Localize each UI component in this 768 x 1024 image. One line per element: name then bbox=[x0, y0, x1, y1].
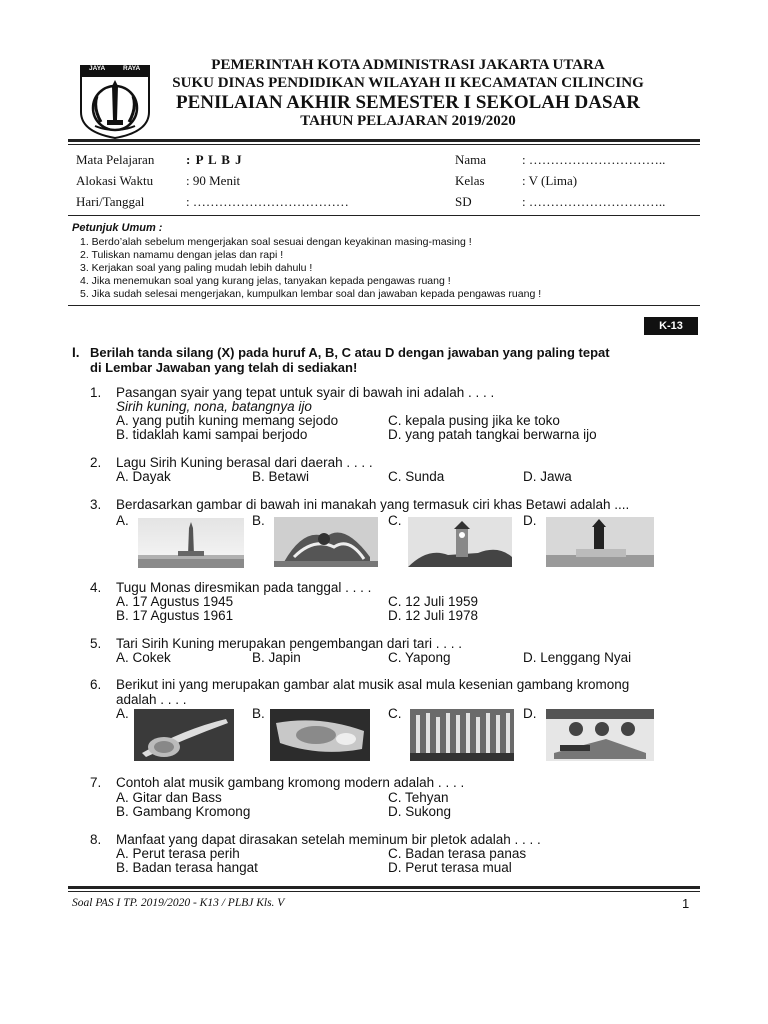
ondel-ondel-statue-image bbox=[274, 517, 378, 567]
option-d: D. Sukong bbox=[388, 804, 452, 819]
question-number: 1. bbox=[90, 385, 102, 400]
question-quote: Sirih kuning, nona, batangnya ijo bbox=[116, 399, 312, 414]
tehyan-instrument-image bbox=[134, 709, 234, 761]
section-instruction-line-2: di Lembar Jawaban yang telah di sediakan! bbox=[90, 360, 358, 375]
question-text-continued: adalah . . . . bbox=[116, 692, 187, 707]
option-b: B. Gambang Kromong bbox=[116, 804, 251, 819]
gambang-instrument-image bbox=[410, 709, 514, 761]
option-c-label: C. bbox=[388, 513, 402, 528]
info-rule bbox=[68, 215, 700, 216]
question-text: Berdasarkan gambar di bawah ini manakah yang termasuk ciri khas Betawi adalah .... bbox=[116, 497, 630, 512]
option-c: C. Badan terasa panas bbox=[388, 846, 527, 861]
instruction-item: 4. Jika menemukan soal yang kurang jelas, tanyakan kepada pengawas ruang ! bbox=[80, 275, 451, 287]
question-number: 5. bbox=[90, 636, 102, 651]
name-value: : ………………………….. bbox=[522, 152, 666, 167]
option-a: A. 17 Agustus 1945 bbox=[116, 594, 234, 609]
option-b: B. Japin bbox=[252, 650, 301, 665]
option-d: D. Perut terasa mual bbox=[388, 860, 512, 875]
question-number: 2. bbox=[90, 455, 102, 470]
option-d: D. Jawa bbox=[523, 469, 572, 484]
option-a: A. Dayak bbox=[116, 469, 171, 484]
footer-rule-thin bbox=[68, 891, 700, 892]
option-c: C. Tehyan bbox=[388, 790, 449, 805]
option-a: A. Cokek bbox=[116, 650, 171, 665]
logo-text-left: JAYA bbox=[89, 65, 106, 72]
day-value: : ……………………………… bbox=[186, 194, 349, 209]
option-c: C. Sunda bbox=[388, 469, 445, 484]
option-a: A. Gitar dan Bass bbox=[116, 790, 222, 805]
option-c: C. 12 Juli 1959 bbox=[388, 594, 479, 609]
option-c: C. kepala pusing jika ke toko bbox=[388, 413, 560, 428]
header-rule-thick bbox=[68, 139, 700, 142]
option-d-label: D. bbox=[523, 706, 537, 721]
option-b-label: B. bbox=[252, 513, 265, 528]
question-number: 4. bbox=[90, 580, 102, 595]
instruction-item: 1. Berdo’alah sebelum mengerjakan soal sesuai dengan keyakinan masing-masing ! bbox=[80, 236, 472, 248]
jam-gadang-image bbox=[408, 517, 512, 567]
option-b-label: B. bbox=[252, 706, 265, 721]
question-text: Manfaat yang dapat dirasakan setelah meminum bir pletok adalah . . . . bbox=[116, 832, 541, 847]
footer-text: Soal PAS I TP. 2019/2020 - K13 / PLBJ Kls. V bbox=[72, 897, 285, 909]
question-text: Tari Sirih Kuning merupakan pengembangan dari tari . . . . bbox=[116, 636, 462, 651]
question-text: Pasangan syair yang tepat untuk syair di bawah ini adalah . . . . bbox=[116, 385, 495, 400]
kongahyan-instrument-image bbox=[270, 709, 370, 761]
instruction-item: 3. Kerjakan soal yang paling mudah lebih dahulu ! bbox=[80, 262, 313, 274]
option-c: C. Yapong bbox=[388, 650, 451, 665]
option-d: D. 12 Juli 1978 bbox=[388, 608, 479, 623]
instructions-rule bbox=[68, 305, 700, 306]
day-label: Hari/Tanggal bbox=[76, 194, 145, 209]
time-value: : 90 Menit bbox=[186, 173, 241, 188]
page-number: 1 bbox=[682, 896, 690, 911]
question-text: Tugu Monas diresmikan pada tanggal . . . . bbox=[116, 580, 372, 595]
time-label: Alokasi Waktu bbox=[76, 173, 154, 188]
class-label: Kelas bbox=[455, 173, 485, 188]
gamelan-set-image bbox=[546, 709, 654, 761]
question-number: 7. bbox=[90, 775, 102, 790]
option-b: B. tidaklah kami sampai berjodo bbox=[116, 427, 308, 442]
subject-value: : P L B J bbox=[186, 152, 243, 167]
building-image bbox=[546, 517, 654, 567]
header-line-1: PEMERINTAH KOTA ADMINISTRASI JAKARTA UTARA bbox=[211, 57, 605, 73]
question-number: 8. bbox=[90, 832, 102, 847]
option-b: B. Betawi bbox=[252, 469, 310, 484]
section-instruction-line-1: Berilah tanda silang (X) pada huruf A, B, C atau D dengan jawaban yang paling tepat bbox=[90, 345, 610, 360]
option-a: A. yang putih kuning memang sejodo bbox=[116, 413, 339, 428]
option-a-label: A. bbox=[116, 706, 129, 721]
option-d-label: D. bbox=[523, 513, 537, 528]
question-number: 6. bbox=[90, 677, 102, 692]
option-d: D. Lenggang Nyai bbox=[523, 650, 632, 665]
school-value: : ………………………….. bbox=[522, 194, 666, 209]
question-number: 3. bbox=[90, 497, 102, 512]
question-text: Lagu Sirih Kuning berasal dari daerah . . . . bbox=[116, 455, 373, 470]
option-b: B. 17 Agustus 1961 bbox=[116, 608, 234, 623]
curriculum-badge: K-13 bbox=[644, 317, 698, 335]
logo-text-right: RAYA bbox=[123, 65, 141, 72]
header-line-3: PENILAIAN AKHIR SEMESTER I SEKOLAH DASAR bbox=[175, 92, 640, 113]
monas-tower-image bbox=[138, 518, 244, 568]
footer-rule-thick bbox=[68, 886, 700, 889]
section-number: I. bbox=[72, 345, 80, 360]
header-line-2: SUKU DINAS PENDIDIKAN WILAYAH II KECAMATAN CILINCING bbox=[172, 75, 644, 91]
header-line-4: TAHUN PELAJARAN 2019/2020 bbox=[300, 113, 516, 129]
instruction-item: 2. Tuliskan namamu dengan jelas dan rapi ! bbox=[80, 249, 284, 261]
option-a: A. Perut terasa perih bbox=[116, 846, 240, 861]
instruction-item: 5. Jika sudah selesai mengerjakan, kumpulkan lembar soal dan jawaban kepada pengawas ruang ! bbox=[80, 288, 542, 300]
option-d: D. yang patah tangkai berwarna ijo bbox=[388, 427, 597, 442]
subject-label: Mata Pelajaran bbox=[76, 152, 155, 167]
question-text: Berikut ini yang merupakan gambar alat musik asal mula kesenian gambang kromong bbox=[116, 677, 630, 692]
instructions-title: Petunjuk Umum : bbox=[72, 222, 163, 234]
question-text: Contoh alat musik gambang kromong modern adalah . . . . bbox=[116, 775, 465, 790]
header-rule-thin bbox=[68, 144, 700, 145]
option-b: B. Badan terasa hangat bbox=[116, 860, 258, 875]
option-c-label: C. bbox=[388, 706, 402, 721]
option-a-label: A. bbox=[116, 513, 129, 528]
school-label: SD bbox=[455, 194, 472, 209]
name-label: Nama bbox=[455, 152, 487, 167]
class-value: : V (Lima) bbox=[522, 173, 578, 188]
